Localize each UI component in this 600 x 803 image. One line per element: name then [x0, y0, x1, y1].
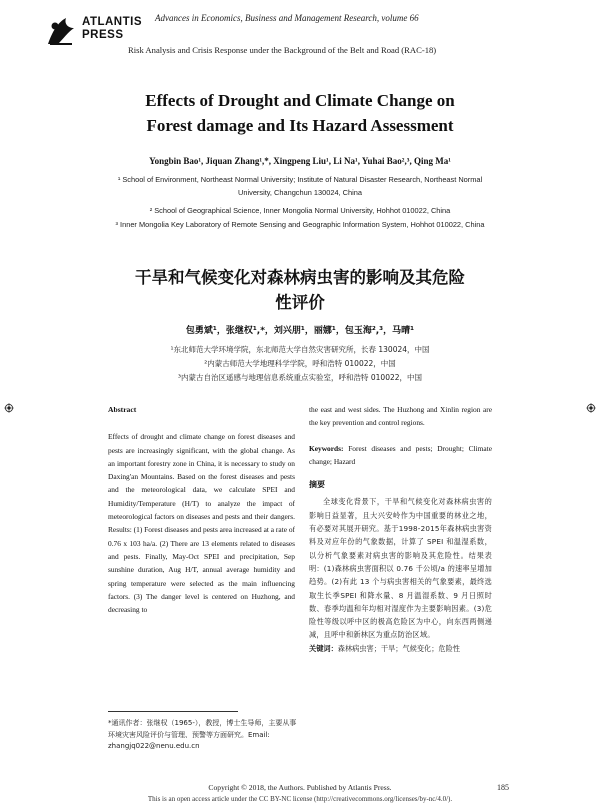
abstract-column: [108, 403, 295, 628]
cn-affiliation-2: ²内蒙古师范大学地理科学学院，呼和浩特 010022，中国: [204, 359, 396, 368]
affiliation-2: ² School of Geographical Science, Inner Mongolia Normal University, Hohhot 010022, China: [149, 206, 451, 215]
abstract-heading: Abstract: [108, 405, 137, 414]
keywords-text: Forest diseases and pests; Drought; Climate change; Hazard: [309, 443, 492, 466]
title-line-2: Forest damage and Its Hazard Assessment: [146, 116, 454, 135]
affiliation-1: ¹ School of Environment, Northeast Normal University; Institute of Natural Disaster Research, Northeast Normal University, Changchun 130024, China: [117, 175, 483, 197]
crop-mark-icon: [586, 403, 596, 413]
keywords-label: Keywords:: [309, 443, 344, 453]
conference-header: Risk Analysis and Crisis Response under the Background of the Belt and Road (RAC-18): [128, 45, 437, 55]
footnote-divider: [108, 711, 238, 712]
cn-abstract-body: 全球变化背景下，干旱和气候变化对森林病虫害的影响日益显著，且大兴安岭作为中国重要的林业之地，有必要对其展开研究。基于1998-2015年森林病虫害资料及对应年份的气象数据，计算了 SPEI 和温湿系数，以分析气象要素对病虫害的影响及其危险性。结果表明：(1)森林病虫害面积以 0.76 千公顷/a 的速率呈增加趋势。(2)有此 13 个与病虫害相关的气象要素，最终选取生长季SPEI 和降水量、8 月温湿系数、9 月日照时数、春季均温和年均相对湿度作为主要影响因素。(3)危险性等级以呼中区的极高危险区为中心，向东西两侧递减，且呼中和新林区为重点防治区域。: [309, 497, 492, 640]
affiliation-3: ³ Inner Mongolia Key Laboratory of Remote Sensing and Geographic Information System, Hohhot 010022, China: [115, 220, 485, 229]
abstract-continuation: the east and west sides. The Huzhong and Xinlin region are the key prevention and control regions.: [309, 405, 492, 428]
cn-title-line-2: 性评价: [275, 293, 325, 312]
atlantis-emblem-icon: [44, 14, 78, 48]
right-column: [309, 403, 492, 655]
paper-title: [0, 88, 600, 138]
copyright-notice: Copyright © 2018, the Authors. Published by Atlantis Press.: [208, 783, 392, 792]
chinese-title: [0, 265, 600, 315]
cn-abstract-heading: 摘要: [309, 480, 325, 490]
license-notice: This is an open access article under the CC BY-NC license (http://creativecommons.org/licenses/by-nc/4.0/).: [147, 795, 453, 803]
cn-affiliation-3: ³内蒙古自治区遥感与地理信息系统重点实验室，呼和浩特 010022，中国: [177, 373, 423, 382]
keywords: [309, 442, 492, 469]
page-number: 185: [497, 783, 509, 792]
cn-keywords-label: 关键词：: [309, 643, 338, 653]
series-header: Advances in Economics, Business and Management Research, volume 66: [155, 13, 419, 23]
cn-affiliation-1: ¹东北师范大学环境学院，东北师范大学自然灾害研究所，长春 130024，中国: [170, 345, 430, 354]
title-line-1: Effects of Drought and Climate Change on: [145, 91, 455, 110]
logo-text: ATLANTIS PRESS: [82, 16, 143, 41]
crop-mark-icon: [4, 403, 14, 413]
cn-keywords-text: 森林病虫害；干旱；气候变化；危险性: [337, 643, 460, 653]
corresponding-author-footnote: *通讯作者：张继权（1965-），教授，博士生导师，主要从事环境灾害风险评价与管理、预警等方面研究。Email: zhangjq022@nenu.edu.cn: [108, 719, 297, 750]
chinese-author-list: 包勇斌¹，张继权¹,*，刘兴朋¹，丽娜¹，包玉海²,³，马晴¹: [185, 326, 415, 336]
cn-title-line-1: 干旱和气候变化对森林病虫害的影响及其危险: [135, 268, 465, 287]
abstract-paragraph: Effects of drought and climate change on forest diseases and pests are increasingly significant, with the global change. As an important forestry zone in China, it is necessary to study on Daxing'an Mountains. Based on the forest diseases and pests and the meteorological data, we calculate SPEI and Humidity/Temperature (H/T) to analyze the impact of meteorological factors on diseases and pests and their dangers. Results: (1) Forest diseases and pests area increased at a rate of 0.76 x 103 ha/a. (2) There are 13 elements related to diseases and pests. Finally, May-Oct SPEI and precipitation, Sep sunshine duration, Aug H/T, annual average humidity and spring temperature were selected as the main influencing factors. (3) The danger level is centered on Huzhong, and decreasing to: [108, 432, 295, 615]
author-list: Yongbin Bao¹, Jiquan Zhang¹,*, Xingpeng Liu¹, Li Na¹, Yuhai Bao²,³, Qing Ma¹: [149, 156, 451, 166]
cn-keywords: [309, 642, 492, 655]
